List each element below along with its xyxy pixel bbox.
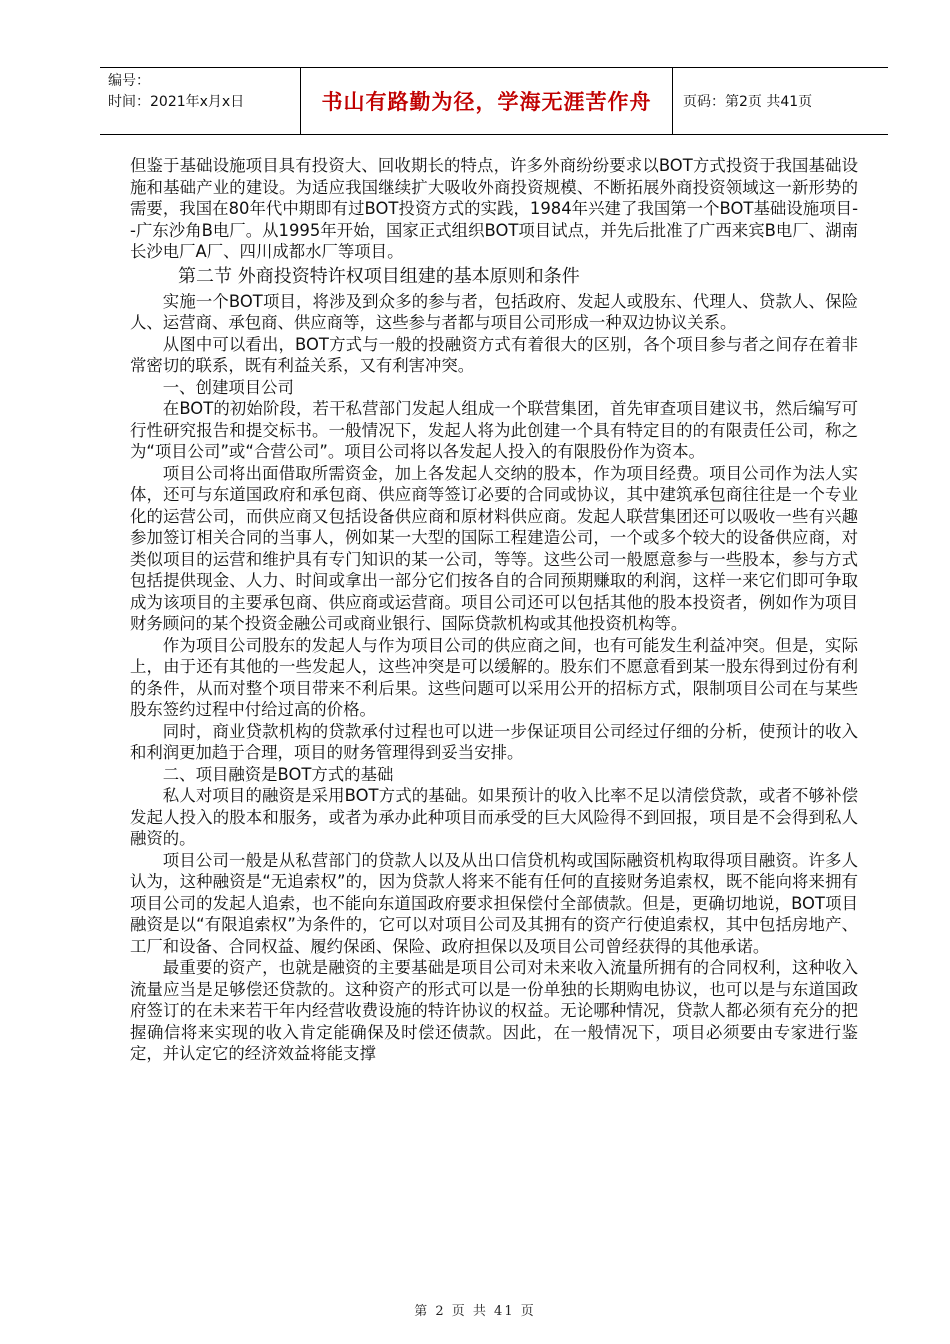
page-footer: 第 2 页 共 41 页: [414, 1304, 536, 1319]
paragraph: 私人对项目的融资是采用BOT方式的基础。如果预计的收入比率不足以清偿贷款，或者不够补偿发起人投入的股本和服务，或者为承办此种项目而承受的巨大风险得不到回报，项目是不会得到私人融资的。: [130, 786, 858, 848]
paragraph: 作为项目公司股东的发起人与作为项目公司的供应商之间，也有可能发生利益冲突。但是，实际上，由于还有其他的一些发起人，这些冲突是可以缓解的。股东们不愿意看到某一股东得到过份有利的条件，从而对整个项目带来不利后果。这些问题可以采用公开的招标方式，限制项目公司在与某些股东签约过程中付给过高的价格。: [130, 635, 858, 719]
document-time-label: 时间：2021年x月x日: [108, 94, 245, 110]
header-motto: 书山有路勤为径，学海无涯苦作舟: [301, 68, 673, 134]
subheading-project-financing: 二、项目融资是BOT方式的基础: [162, 764, 394, 784]
paragraph-intro: 但鉴于基础设施项目具有投资大、回收期长的特点，许多外商纷纷要求以BOT方式投资于我国基础设施和基础产业的建设。为适应我国继续扩大吸收外商投资规模、不断拓展外商投资领域这一新形势的需要，我国在80年代中期即有过BOT投资方式的实践，1984年兴建了我国第一个BOT基础设施项目--广东沙角B电厂。从1995年开始，国家正式组织BOT项目试点，并先后批准了广西来宾B电厂、湖南长沙电厂A厂、四川成都水厂等项目。: [130, 156, 858, 261]
paragraph: 项目公司一般是从私营部门的贷款人以及从出口信贷机构或国际融资机构取得项目融资。许多人认为，这种融资是“无追索权”的，因为贷款人将来不能有任何的直接财务追索权，既不能向将来拥有项目公司的发起人追索，也不能向东道国政府要求担保偿付全部债款。但是，更确切地说，BOT项目融资是以“有限追索权”为条件的，它可以对项目公司及其拥有的资产行使追索权，其中包括房地产、工厂和设备、合同权益、履约保函、保险、政府担保以及项目公司曾经获得的其他承诺。: [130, 850, 858, 956]
paragraph: 同时，商业贷款机构的贷款承付过程也可以进一步保证项目公司经过仔细的分析，使预计的收入和利润更加趋于合理，项目的财务管理得到妥当安排。: [130, 721, 858, 762]
paragraph: 项目公司将出面借取所需资金，加上各发起人交纳的股本，作为项目经费。项目公司作为法人实体，还可与东道国政府和承包商、供应商等签订必要的合同或协议，其中建筑承包商往往是一个专业化的运营公司，而供应商又包括设备供应商和原材料供应商。发起人联营集团还可以吸收一些有兴趣参加签订相关合同的当事人，例如某一大型的国际工程建造公司，一个或多个较大的设备供应商，对类似项目的运营和维护具有专门知识的某一公司，等等。这些公司一般愿意参与一些股本，参与方式包括提供现金、人力、时间或拿出一部分它们按各自的合同预期赚取的利润，这样一来它们即可争取成为该项目的主要承包商、供应商或运营商。项目公司还可以包括其他的股本投资者，例如作为项目财务顾问的某个投资金融公司或商业银行、国际贷款机构或其他投资机构等。: [130, 463, 858, 633]
header-meta: [100, 68, 301, 134]
page-header: [100, 67, 888, 135]
header-page-number: 页码：第2页 共41页: [683, 94, 813, 110]
paragraph: 最重要的资产，也就是融资的主要基础是项目公司对未来收入流量所拥有的合同权利，这种收入流量应当是足够偿还贷款的。这种资产的形式可以是一份单独的长期购电协议，也可以是与东道国政府签订的在未来若干年内经营收费设施的特许协议的权益。无论哪种情况，贷款人都必须有充分的把握确信将来实现的收入肯定能确保及时偿还债款。因此，在一般情况下，项目必须要由专家进行鉴定，并认定它的经济效益将能支撑: [130, 958, 858, 1063]
paragraph: 从图中可以看出，BOT方式与一般的投融资方式有着很大的区别，各个项目参与者之间存在着非常密切的联系，既有利益关系，又有利害冲突。: [130, 334, 858, 375]
document-body: [130, 155, 858, 1065]
section-title: 第二节 外商投资特许权项目组建的基本原则和条件: [178, 265, 580, 287]
subheading-create-company: 一、创建项目公司: [162, 377, 294, 397]
paragraph: 在BOT的初始阶段，若干私营部门发起人组成一个联营集团，首先审查项目建议书，然后编写可行性研究报告和提交标书。一般情况下，发起人将为此创建一个具有特定目的的有限责任公司，称之为“项目公司”或“合营公司”。项目公司将以各发起人投入的有限股份作为资本。: [130, 399, 858, 461]
document-number-label: 编号：: [108, 73, 150, 89]
paragraph: 实施一个BOT项目，将涉及到众多的参与者，包括政府、发起人或股东、代理人、贷款人、保险人、运营商、承包商、供应商等，这些参与者都与项目公司形成一种双边协议关系。: [130, 291, 858, 332]
